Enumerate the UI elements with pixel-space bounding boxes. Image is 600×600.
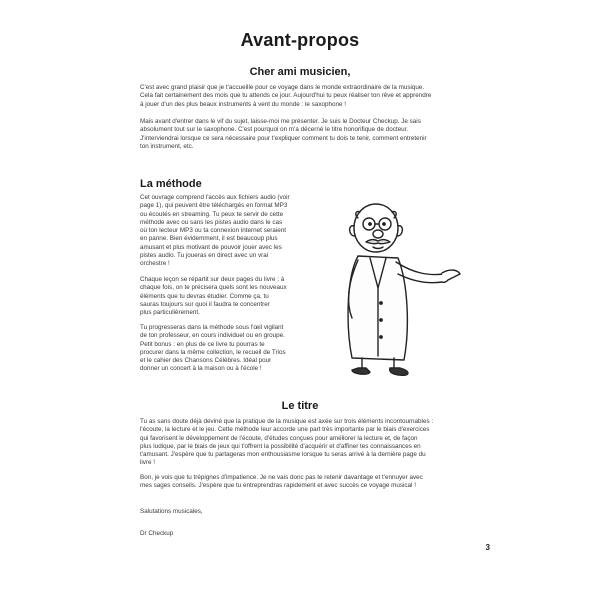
intro-heading: Cher ami musicien,	[249, 66, 351, 78]
text-line: Mais avant d'entrer dans le vif du sujet, laisse-moi me présenter. Je suis le Docteur Checkup. Je sais	[140, 118, 421, 125]
titre-para-2	[140, 474, 470, 491]
methode-heading: La méthode	[140, 178, 202, 190]
text-line: C'est avec grand plaisir que je t'accueille pour ce voyage dans le monde extraordinaire de la musique.	[140, 84, 425, 91]
text-line: livre !	[140, 459, 156, 467]
text-line: méthode avec ou sans les pistes audio dans le cas	[140, 218, 283, 226]
text-line: absolument tout sur le saxophone. C'est pourquoi on m'a décerné le titre honorifique de docteur.	[140, 126, 409, 134]
text-line: ou écoutés en streaming. Tu peux te servir de cette	[140, 210, 284, 218]
page-number: 3	[485, 543, 490, 552]
text-line: chaque fois, on te précisera quels sont les nouveaux	[140, 284, 287, 292]
text-line: l'écoute, la lecture et le jeu. Cette méthode leur accorde une part très importante par le biais d'exercices	[140, 426, 430, 434]
text-line: J'interviendrai lorsque ce sera nécessaire pour t'expliquer comment tu dois te tenir, comment entretenir	[140, 134, 427, 142]
methode-para-2	[140, 276, 310, 317]
text-line: Bon, je vois que tu trépignes d'impatience. Je ne vais donc pas te retenir davantage et t'ennuyer avec	[140, 474, 423, 481]
text-line: sauras toujours sur quoi il faudra te concentrer	[140, 300, 270, 308]
methode-para-3	[140, 324, 310, 374]
text-line: Cela fait certainement des mois que tu attends ce jour. Aujourd'hui tu peux réaliser ton rêve et apprendre	[140, 92, 432, 100]
text-line: Tu progresseras dans la méthode sous l'œil vigilant	[140, 324, 284, 331]
doctor-checkup-illustration	[318, 178, 468, 378]
methode-para-1	[140, 194, 310, 269]
text-line: où ton lecteur MP3 ou ta connexion internet seraient	[140, 227, 286, 235]
text-line: orchestre !	[140, 260, 170, 268]
signature: Dr Checkup	[140, 530, 174, 537]
text-line: donner un concert à la maison ou à l'école !	[140, 365, 262, 373]
text-line: pistes audio. Tu joueras en direct avec un vrai	[140, 252, 269, 260]
text-line: ton instrument, etc.	[140, 142, 194, 150]
text-line: page 1), qui peuvent être téléchargés en format MP3	[140, 202, 288, 210]
text-line: et le cahier des Chansons Célèbres. Idéal pour	[140, 357, 272, 365]
text-line: éléments que tu devras étudier. Comme ça, tu	[140, 292, 269, 300]
text-line: procurer dans la même collection, le recueil de Trios	[140, 348, 286, 356]
text-line: Tu as sans doute déjà deviné que la pratique de la musique est axée sur trois éléments incontournables :	[140, 418, 434, 425]
intro-para-1	[140, 84, 470, 109]
text-line: qui favorisent le développement de l'écoute, d'études conçues pour améliorer la lecture et, de façon	[140, 434, 418, 442]
text-line: Chaque leçon se répartit sur deux pages du livre ; à	[140, 276, 285, 283]
titre-para-1	[140, 418, 470, 468]
text-line: t'amusant. J'espère que tu partageras mon enthousiasme lorsque tu seras arrivé à la dernière page du	[140, 451, 426, 459]
text-line: de ton professeur, en cours individuel ou en groupe.	[140, 332, 285, 340]
closing-line: Salutations musicales,	[140, 508, 203, 515]
text-line: Cet ouvrage comprend l'accès aux fichiers audio (voir	[140, 194, 290, 201]
text-line: Petit bonus : en plus de ce livre tu pourras te	[140, 340, 265, 348]
intro-para-2	[140, 118, 470, 151]
text-line: mes sages conseils. J'espère que tu entreprendras rapidement et avec succès ce voyage musical !	[140, 482, 416, 490]
text-line: plus ludique, par le biais de jeux qui t'offrent la possibilité d'acquérir et d'affiner tes connaissances en	[140, 442, 421, 450]
page-title: Avant-propos	[240, 30, 360, 50]
titre-heading: Le titre	[281, 400, 319, 412]
text-line: en panne. Bien évidemment, il est beaucoup plus	[140, 235, 278, 243]
text-line: à jouer d'un des plus beaux instruments à vent du monde : le saxophone !	[140, 100, 346, 108]
text-line: plus particulièrement.	[140, 309, 200, 317]
text-line: amusant et plus motivant de pouvoir jouer avec les	[140, 243, 282, 251]
